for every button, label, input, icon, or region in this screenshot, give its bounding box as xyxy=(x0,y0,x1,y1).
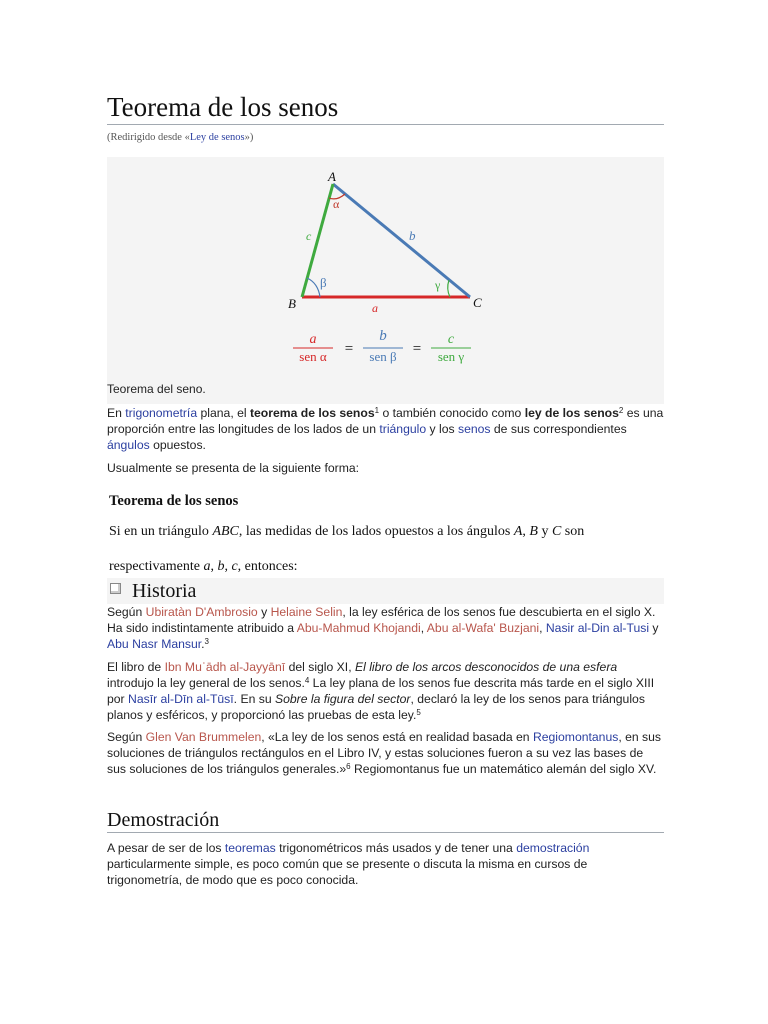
page-title: Teorema de los senos xyxy=(107,90,664,125)
usual-paragraph: Usualmente se presenta de la siguiente forma: xyxy=(107,461,360,475)
historia-paragraph-2: El libro de Ibn Muʿādh al-Jayyānī del siglo XI, El libro de los arcos desconocidos de una esfera introdujo la ley general de los senos.$^4$ La ley plana de los senos fue descrita más tarde en el siglo XIII por Nasīr al-Dīn al-Tūsī. En su Sobre la figura del sector, declaró la ley de los senos para triángulos planos y esféricos, y proporcionó las pruebas de esta ley.$^5$ xyxy=(107,660,655,722)
link-teoremas[interactable]: teoremas xyxy=(224,841,276,855)
link-angulos[interactable]: ángulos xyxy=(107,438,150,452)
link-khojandi[interactable]: Abu-Mahmud Khojandi xyxy=(296,621,421,635)
link-senos[interactable]: senos xyxy=(457,422,491,436)
link-abu-nasr[interactable]: Abu Nasr Mansur xyxy=(107,637,202,651)
angle-gamma-label: γ xyxy=(435,278,441,292)
side-c-label: c xyxy=(306,229,312,243)
redirect-note: (Redirigido desde «Ley de senos») xyxy=(107,132,254,143)
figure-caption: Teorema del seno. xyxy=(107,382,206,396)
collapse-toggle-icon[interactable] xyxy=(110,583,121,594)
side-b-line xyxy=(333,184,470,297)
link-trigonometria[interactable]: trigonometría xyxy=(125,406,198,420)
link-van-brummelen[interactable]: Glen Van Brummelen xyxy=(145,730,262,744)
formula-num-c: c xyxy=(447,332,455,347)
vertex-b-label: B xyxy=(288,296,296,311)
angle-beta-label: β xyxy=(320,275,327,290)
link-demostracion[interactable]: demostración xyxy=(516,841,590,855)
formula-equals-2: = xyxy=(412,341,422,357)
angle-gamma-arc xyxy=(448,280,450,297)
ref-5[interactable]: 5 xyxy=(416,708,421,717)
vertex-a-label: A xyxy=(328,169,336,184)
link-dambrosio[interactable]: Ubiratàn D'Ambrosio xyxy=(145,605,258,619)
ref-6[interactable]: 6 xyxy=(346,762,351,771)
angle-alpha-label: α xyxy=(333,197,340,211)
link-ibn-muadh[interactable]: Ibn Muʿādh al-Jayyānī xyxy=(164,660,286,674)
formula-num-a: a xyxy=(309,332,317,347)
historia-section-header[interactable] xyxy=(107,578,664,604)
link-nasir-tusi[interactable]: Nasīr al-Dīn al-Tūsī xyxy=(128,692,234,706)
formula-den-a: sen α xyxy=(299,349,327,364)
formula-den-b: sen β xyxy=(369,349,397,364)
angle-beta-arc xyxy=(307,278,320,297)
ref-2[interactable]: 2 xyxy=(618,406,624,415)
link-triangulo[interactable]: triángulo xyxy=(379,422,427,436)
side-a-label: a xyxy=(372,301,378,315)
vertex-c-label: C xyxy=(473,295,482,310)
triangle-diagram xyxy=(107,157,664,382)
formula-num-b: b xyxy=(379,328,387,344)
link-regiomontanus[interactable]: Regiomontanus xyxy=(532,730,619,744)
link-nasir-al-din[interactable]: Nasir al-Din al-Tusi xyxy=(545,621,650,635)
theorem-statement: Si en un triángulo ABC, las medidas de los lados opuestos a los ángulos A, B y C son respectivamente a, b, c, entonces: xyxy=(109,524,585,574)
link-buzjani[interactable]: Abu al-Wafa' Buzjani xyxy=(426,621,540,635)
triangle-figure[interactable] xyxy=(107,157,664,404)
formula-den-c: sen γ xyxy=(437,349,465,364)
historia-paragraph-1: Según Ubiratàn D'Ambrosio y Helaine Selin, la ley esférica de los senos fue descubierta en el siglo X. Ha sido indistintamente atribuido a Abu-Mahmud Khojandi, Abu al-Wafa' Buzjani, Nasir al-Din al-Tusi y Abu Nasr Mansur.$^3$ xyxy=(107,605,659,651)
redirect-link[interactable]: Ley de senos xyxy=(189,132,245,143)
intro-paragraph: En trigonometría plana, el teorema de los senos$^1$ o también conocido como ley de los senos$^2$ es una proporción entre las longitudes de los lados de un triángulo y los senos de sus correspondientes ángulos opuestos. xyxy=(107,406,664,452)
theorem-title: Teorema de los senos xyxy=(109,493,239,509)
ref-4[interactable]: 4 xyxy=(304,676,310,685)
historia-heading: Historia xyxy=(132,580,197,602)
demostracion-heading: Demostración xyxy=(107,808,664,833)
link-selin[interactable]: Helaine Selin xyxy=(270,605,343,619)
side-b-label: b xyxy=(409,228,416,243)
historia-paragraph-3: Según Glen Van Brummelen, «La ley de los senos está en realidad basada en Regiomontanus, en sus soluciones de triángulos rectángulos en el Libro IV, y estas soluciones fueron a su vez las bases de sus soluciones de los triángulos generales.»$^6$ Regiomontanus fue un matemático alemán del siglo XV. xyxy=(107,730,662,776)
formula-equals-1: = xyxy=(344,341,354,357)
ref-3[interactable]: 3 xyxy=(204,637,209,646)
ref-1[interactable]: 1 xyxy=(374,406,380,415)
demostracion-paragraph: A pesar de ser de los teoremas trigonométricos más usados y de tener una demostración particularmente simple, es poco común que se presente o discuta la misma en cursos de trigonometría, de modo que es poco conocida. xyxy=(107,841,590,887)
